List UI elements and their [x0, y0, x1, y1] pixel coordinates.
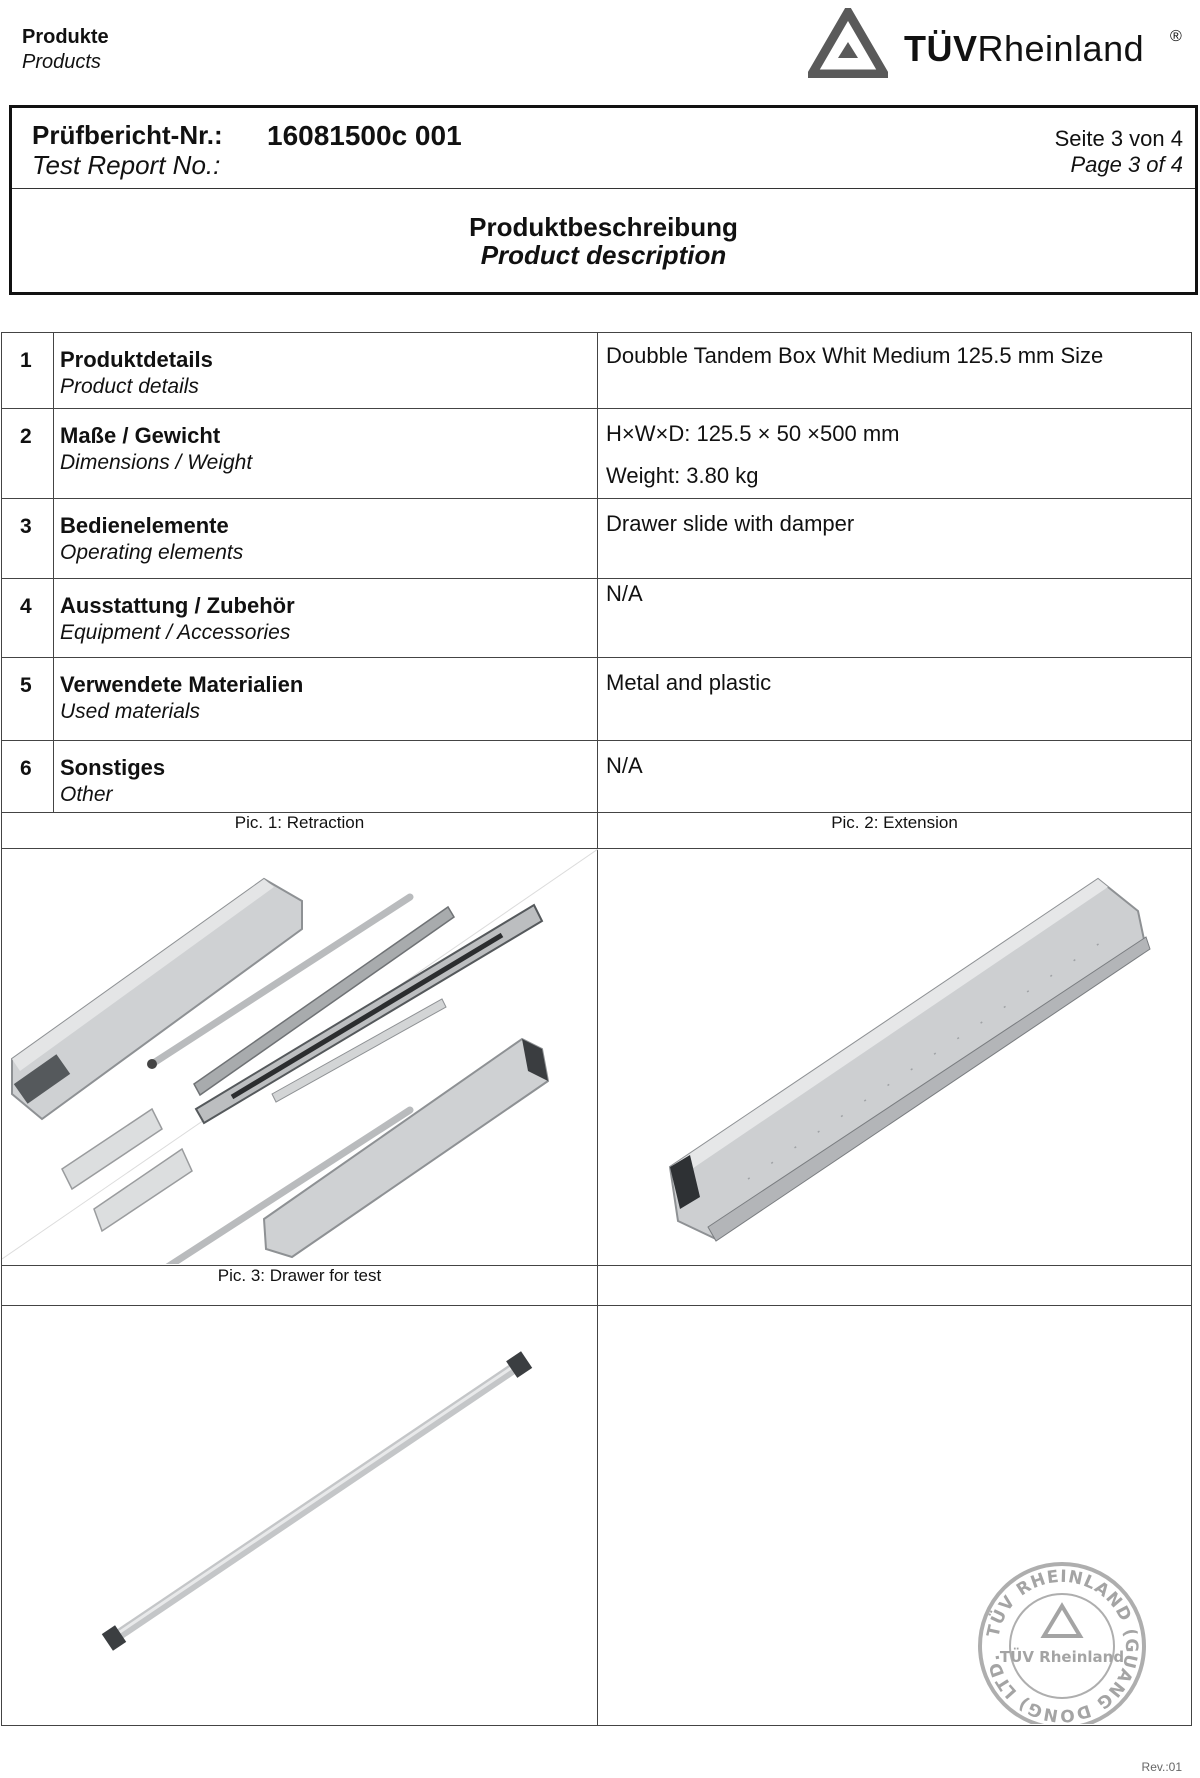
revision-label: Rev.:01: [1141, 1760, 1182, 1774]
row-number: 5: [2, 658, 54, 741]
stamp-cell: [598, 1306, 1192, 1726]
row-label: Ausstattung / Zubehör: [60, 593, 295, 618]
registered-mark: ®: [1170, 28, 1182, 45]
company-stamp: [598, 1306, 1192, 1724]
row-number: 3: [2, 499, 54, 579]
section-heading-en: Product description: [480, 240, 727, 270]
logo-wordmark: TÜVRheinland: [904, 28, 1145, 69]
row-label-en: Equipment / Accessories: [60, 621, 291, 644]
table-row: [2, 579, 1192, 658]
row-value-weight: Weight: 3.80 kg: [606, 463, 759, 488]
table-row: [2, 499, 1192, 579]
section-title: Produkte: [22, 26, 109, 48]
pic2-extension-photo: [598, 849, 1192, 1266]
row-value: Doubble Tandem Box Whit Medium 125.5 mm Size: [606, 343, 1104, 368]
svg-text:TÜV RHEINLAND (GUANG DONG) LTD: [983, 1567, 1141, 1724]
stamp-center-text: TÜV Rheinland: [999, 1648, 1125, 1666]
triangle-logo-icon: [808, 8, 888, 78]
row-value: N/A: [606, 753, 643, 778]
row-number: 4: [2, 579, 54, 658]
drawer-rod-illustration: [2, 1306, 598, 1724]
stamp-ring-text: TÜV RHEINLAND (GUANG DONG) LTD.: [983, 1566, 1142, 1724]
row-label-en: Operating elements: [60, 541, 244, 564]
table-row: [2, 741, 1192, 813]
row-label: Verwendete Materialien: [60, 672, 304, 697]
product-spec-table: [1, 332, 1192, 1726]
row-value: Drawer slide with damper: [606, 511, 855, 536]
row-label: Bedienelemente: [60, 513, 229, 538]
drawer-extended-illustration: [598, 849, 1192, 1264]
row-label: Maße / Gewicht: [60, 423, 221, 448]
page-number-en: Page 3 of 4: [1070, 152, 1183, 177]
row-value: N/A: [606, 581, 643, 606]
pic1-caption: Pic. 1: Retraction: [2, 813, 598, 849]
row-number: 1: [2, 333, 54, 409]
row-label-en: Product details: [60, 375, 199, 398]
page-number: Seite 3 von 4: [1054, 126, 1183, 151]
report-title-box: [9, 105, 1198, 295]
row-number: 6: [2, 741, 54, 813]
picture-row: [2, 1306, 1192, 1726]
caption-row: [2, 813, 1192, 849]
pic3-caption: Pic. 3: Drawer for test: [2, 1266, 598, 1306]
pic2-caption: Pic. 2: Extension: [598, 813, 1192, 849]
row-number: 2: [2, 409, 54, 499]
report-number-label: Prüfbericht-Nr.:: [32, 120, 223, 150]
row-label-en: Other: [60, 783, 113, 806]
row-label: Sonstiges: [60, 755, 166, 780]
row-value: Metal and plastic: [606, 670, 772, 695]
tuv-logo: [808, 8, 1198, 78]
pic3-drawer-rod-photo: [2, 1306, 598, 1726]
row-label: Produktdetails: [60, 347, 213, 372]
table-row: [2, 333, 1192, 409]
report-number-label-en: Test Report No.:: [32, 150, 221, 180]
section-subtitle: Products: [22, 51, 101, 73]
section-heading: Produktbeschreibung: [469, 212, 738, 242]
drawer-parts-illustration: [2, 849, 598, 1264]
row-value: H×W×D: 125.5 × 50 ×500 mm: [606, 421, 900, 446]
row-label-en: Dimensions / Weight: [60, 451, 253, 474]
caption-row: [2, 1266, 1192, 1306]
row-label-en: Used materials: [60, 700, 201, 723]
empty-caption-cell: [598, 1266, 1192, 1306]
table-row: [2, 658, 1192, 741]
report-number: 16081500c 001: [267, 120, 462, 151]
picture-row: [2, 849, 1192, 1266]
table-row: [2, 409, 1192, 499]
pic1-retraction-photo: [2, 849, 598, 1266]
